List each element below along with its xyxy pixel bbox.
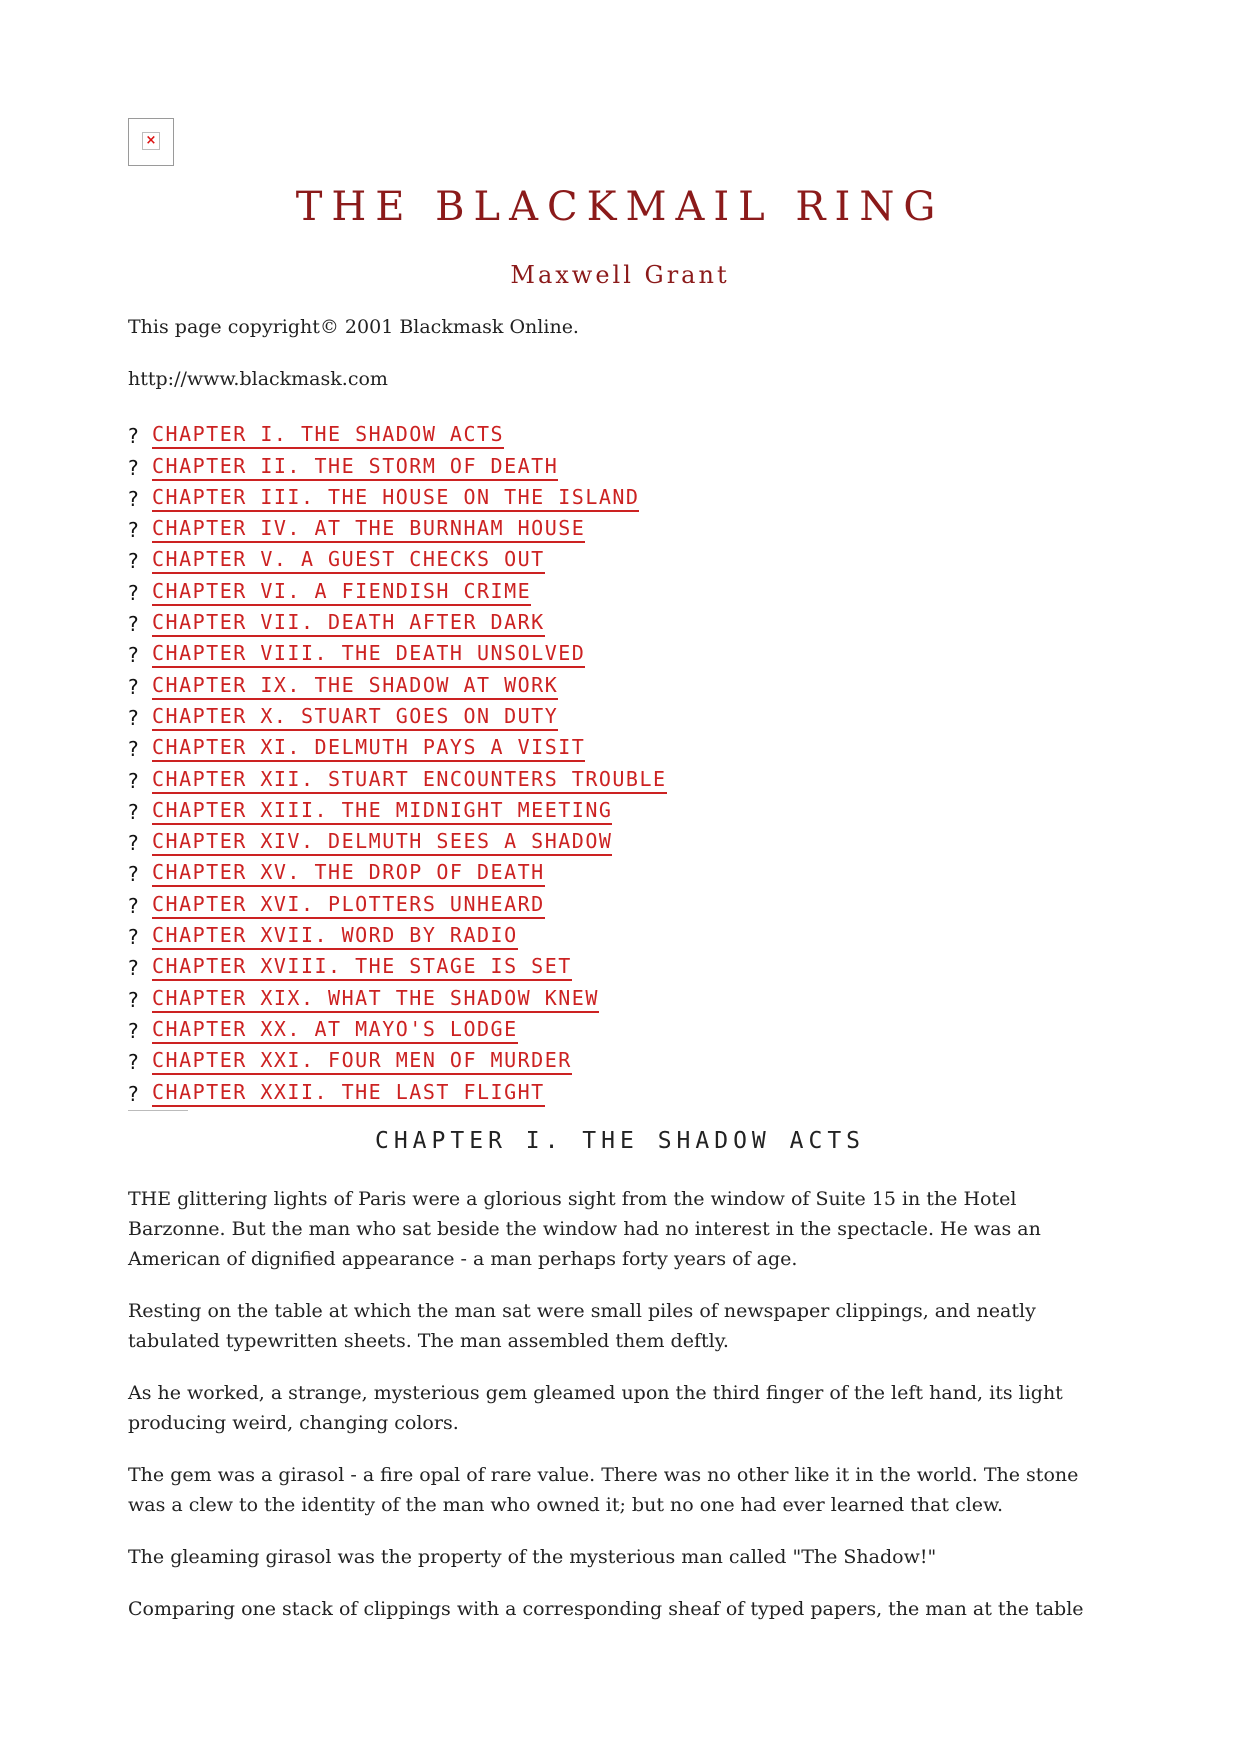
toc-link-chapter-1[interactable]: CHAPTER I. THE SHADOW ACTS: [152, 422, 504, 449]
toc-link-chapter-22[interactable]: CHAPTER XXII. THE LAST FLIGHT: [152, 1080, 545, 1107]
toc-item: [128, 512, 1128, 543]
toc-bullet: ?: [128, 486, 139, 511]
toc-bullet: ?: [128, 455, 139, 480]
toc-link-chapter-12[interactable]: CHAPTER XII. STUART ENCOUNTERS TROUBLE: [152, 767, 667, 794]
toc-link-chapter-2[interactable]: CHAPTER II. THE STORM OF DEATH: [152, 454, 558, 481]
toc-bullet: ?: [128, 737, 139, 762]
body-paragraph: Resting on the table at which the man sat were small piles of newspaper clippings, and neatly tabulated typewritten sheets. The man assembled them deftly.: [128, 1300, 1036, 1352]
toc-item: [128, 449, 1128, 480]
toc-item: [128, 825, 1128, 856]
toc-bullet: ?: [128, 831, 139, 856]
toc-link-chapter-6[interactable]: CHAPTER VI. A FIENDISH CRIME: [152, 579, 531, 606]
toc-link-chapter-3[interactable]: CHAPTER III. THE HOUSE ON THE ISLAND: [152, 485, 639, 512]
toc-bullet: ?: [128, 1081, 139, 1106]
body-paragraph: The gem was a girasol - a fire opal of rare value. There was no other like it in the world. The stone was a clew to the identity of the man who owned it; but no one had ever learned that clew.: [128, 1464, 1079, 1516]
toc-link-chapter-15[interactable]: CHAPTER XV. THE DROP OF DEATH: [152, 860, 545, 887]
toc-item: [128, 1075, 1128, 1106]
toc-bullet: ?: [128, 549, 139, 574]
toc-link-chapter-5[interactable]: CHAPTER V. A GUEST CHECKS OUT: [152, 547, 545, 574]
body-paragraph: As he worked, a strange, mysterious gem gleamed upon the third finger of the left hand, its light producing weird, changing colors.: [128, 1382, 1063, 1434]
body-paragraph: The gleaming girasol was the property of the mysterious man called "The Shadow!": [128, 1546, 937, 1568]
toc-item: [128, 950, 1128, 981]
toc-bullet: ?: [128, 674, 139, 699]
toc-bullet: ?: [128, 612, 139, 637]
toc-bullet: ?: [128, 987, 139, 1012]
toc-link-chapter-21[interactable]: CHAPTER XXI. FOUR MEN OF MURDER: [152, 1048, 572, 1075]
site-url: http://www.blackmask.com: [128, 368, 388, 390]
toc-item: [128, 981, 1128, 1012]
toc-link-chapter-9[interactable]: CHAPTER IX. THE SHADOW AT WORK: [152, 673, 558, 700]
toc-item: [128, 637, 1128, 668]
toc-link-chapter-10[interactable]: CHAPTER X. STUART GOES ON DUTY: [152, 704, 558, 731]
chapter-body: [128, 1184, 1118, 1646]
toc-item: [128, 731, 1128, 762]
toc-bullet: ?: [128, 424, 139, 449]
chapter-heading: CHAPTER I. THE SHADOW ACTS: [374, 1128, 866, 1154]
toc-item: [128, 606, 1128, 637]
toc-item: [128, 794, 1128, 825]
toc-link-chapter-17[interactable]: CHAPTER XVII. WORD BY RADIO: [152, 923, 518, 950]
body-paragraph: Comparing one stack of clippings with a corresponding sheaf of typed papers, the man at the table: [128, 1598, 1084, 1620]
toc-item: [128, 856, 1128, 887]
toc-link-chapter-8[interactable]: CHAPTER VIII. THE DEATH UNSOLVED: [152, 641, 585, 668]
toc-bullet: ?: [128, 925, 139, 950]
body-paragraph: THE glittering lights of Paris were a glorious sight from the window of Suite 15 in the Hotel Barzonne. But the man who sat beside the window had no interest in the spectacle. He was an American of dignified appearance - a man perhaps forty years of age.: [128, 1188, 1041, 1270]
table-of-contents: [128, 418, 1128, 1107]
toc-link-chapter-11[interactable]: CHAPTER XI. DELMUTH PAYS A VISIT: [152, 735, 585, 762]
toc-item: [128, 481, 1128, 512]
toc-item: [128, 1044, 1128, 1075]
toc-bullet: ?: [128, 799, 139, 824]
toc-bullet: ?: [128, 1050, 139, 1075]
toc-item: [128, 574, 1128, 605]
toc-link-chapter-16[interactable]: CHAPTER XVI. PLOTTERS UNHEARD: [152, 892, 545, 919]
toc-bullet: ?: [128, 643, 139, 668]
copyright-notice: This page copyright© 2001 Blackmask Online.: [128, 316, 579, 338]
toc-item: [128, 887, 1128, 918]
toc-bullet: ?: [128, 705, 139, 730]
toc-bullet: ?: [128, 956, 139, 981]
broken-image-placeholder: [128, 118, 174, 166]
toc-item: [128, 762, 1128, 793]
book-title: THE BLACKMAIL RING: [295, 184, 945, 230]
toc-link-chapter-19[interactable]: CHAPTER XIX. WHAT THE SHADOW KNEW: [152, 986, 599, 1013]
toc-link-chapter-14[interactable]: CHAPTER XIV. DELMUTH SEES A SHADOW: [152, 829, 612, 856]
toc-link-chapter-13[interactable]: CHAPTER XIII. THE MIDNIGHT MEETING: [152, 798, 612, 825]
toc-item: [128, 1013, 1128, 1044]
toc-item: [128, 919, 1128, 950]
toc-link-chapter-7[interactable]: CHAPTER VII. DEATH AFTER DARK: [152, 610, 545, 637]
toc-link-chapter-18[interactable]: CHAPTER XVIII. THE STAGE IS SET: [152, 954, 572, 981]
toc-clipped-edge: [128, 1110, 188, 1115]
toc-bullet: ?: [128, 893, 139, 918]
toc-bullet: ?: [128, 518, 139, 543]
toc-bullet: ?: [128, 862, 139, 887]
toc-link-chapter-20[interactable]: CHAPTER XX. AT MAYO'S LODGE: [152, 1017, 518, 1044]
toc-item: [128, 700, 1128, 731]
toc-bullet: ?: [128, 768, 139, 793]
toc-item: [128, 543, 1128, 574]
toc-bullet: ?: [128, 1018, 139, 1043]
broken-image-icon: ×: [142, 132, 160, 150]
toc-link-chapter-4[interactable]: CHAPTER IV. AT THE BURNHAM HOUSE: [152, 516, 585, 543]
toc-item: [128, 668, 1128, 699]
toc-item: [128, 418, 1128, 449]
toc-bullet: ?: [128, 580, 139, 605]
book-author: Maxwell Grant: [510, 261, 730, 289]
